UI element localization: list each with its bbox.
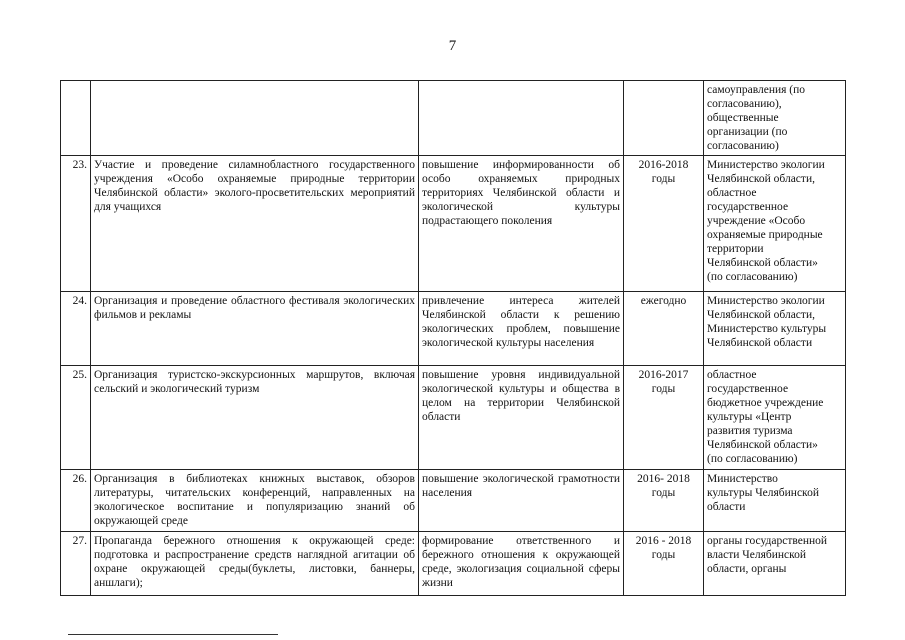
term-cell: 2016 - 2018 годы — [624, 532, 704, 596]
term-cell: 2016-2017 годы — [624, 366, 704, 470]
executor-cell: Министерство экологии Челябинской области, Министерство культуры Челябинской области — [704, 292, 846, 366]
activity-cell — [91, 81, 419, 156]
row-number: 23. — [61, 156, 91, 292]
activity-cell: Организация и проведение областного фестиваля экологических фильмов и рекламы — [91, 292, 419, 366]
table-row — [61, 470, 846, 532]
row-number: 27. — [61, 532, 91, 596]
table-row — [61, 156, 846, 292]
table-row — [61, 366, 846, 470]
activity-cell: Участие и проведение силамнобластного государственного учреждения «Особо охраняемые природные территории Челябинской области» эколого-просветительских мероприятий для учащихся — [91, 156, 419, 292]
row-number: 24. — [61, 292, 91, 366]
footnote-divider — [68, 634, 278, 635]
page-number: 7 — [448, 38, 457, 54]
table-row — [61, 532, 846, 596]
activities-table — [60, 80, 846, 596]
table-row — [61, 292, 846, 366]
executor-cell: Министерство экологии Челябинской области, областное государственное учреждение «Особо охраняемые природные территории Челябинской области» (по согласованию) — [704, 156, 846, 292]
activity-cell: Организация туристско-экскурсионных маршрутов, включая сельский и экологический туризм — [91, 366, 419, 470]
executor-cell: Министерство культуры Челябинской области — [704, 470, 846, 532]
term-cell — [624, 81, 704, 156]
term-cell: 2016-2018 годы — [624, 156, 704, 292]
executor-cell: самоуправления (по согласованию), общественные организации (по согласованию) — [704, 81, 846, 156]
result-cell: привлечение интереса жителей Челябинской области к решению экологических проблем, повышение экологической культуры населения — [419, 292, 624, 366]
result-cell: повышение уровня индивидуальной экологической культуры и общества в целом на территории Челябинской области — [419, 366, 624, 470]
row-number — [61, 81, 91, 156]
executor-cell: областное государственное бюджетное учреждение культуры «Центр развития туризма Челябинской области» (по согласованию) — [704, 366, 846, 470]
row-number: 26. — [61, 470, 91, 532]
executor-cell: органы государственной власти Челябинской области, органы — [704, 532, 846, 596]
result-cell: повышение информированности об особо охраняемых природных территориях Челябинской области и экологической культуры подрастающего поколения — [419, 156, 624, 292]
result-cell: формирование ответственного и бережного отношения к окружающей среде, экологизация социальной сферы жизни — [419, 532, 624, 596]
activity-cell: Организация в библиотеках книжных выставок, обзоров литературы, читательских конференций, направленных на экологическое воспитание и популяризацию знаний об окружающей среде — [91, 470, 419, 532]
term-cell: 2016- 2018 годы — [624, 470, 704, 532]
table-row — [61, 81, 846, 156]
result-cell: повышение экологической грамотности населения — [419, 470, 624, 532]
row-number: 25. — [61, 366, 91, 470]
term-cell: ежегодно — [624, 292, 704, 366]
result-cell — [419, 81, 624, 156]
activity-cell: Пропаганда бережного отношения к окружающей среде: подготовка и распространение средств наглядной агитации об охране окружающей среды(буклеты, листовки, баннеры, аншлаги); — [91, 532, 419, 596]
